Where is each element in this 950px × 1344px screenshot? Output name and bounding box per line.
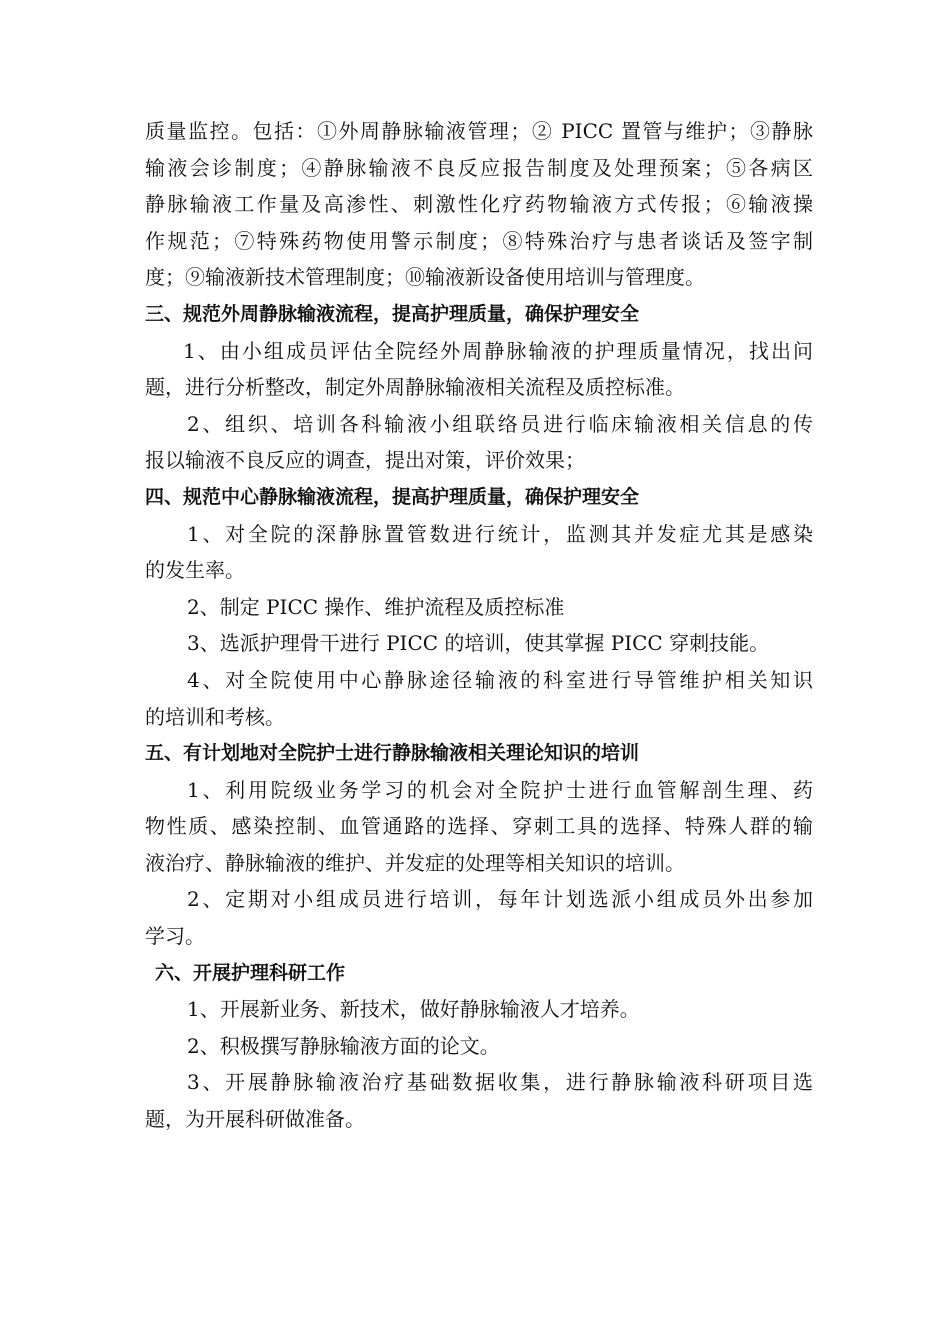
body-line: 1、由小组成员评估全院经外周静脉输液的护理质量情况，找出问 (183, 338, 813, 363)
document-page (145, 113, 813, 1138)
body-line: 的培训和考核。 (145, 704, 285, 729)
body-line: 4、对全院使用中心静脉途径输液的科室进行导管维护相关知识 (187, 667, 813, 692)
body-line: 液治疗、静脉输液的维护、并发症的处理等相关知识的培训。 (145, 850, 685, 875)
body-line: 2、制定 PICC 操作、维护流程及质控标准 (187, 594, 565, 619)
body-line: 题，进行分析整改，制定外周静脉输液相关流程及质控标准。 (145, 375, 685, 400)
body-line: 3、开展静脉输液治疗基础数据收集，进行静脉输液科研项目选 (187, 1070, 813, 1095)
body-line: 物性质、感染控制、血管通路的选择、穿刺工具的选择、特殊人群的输 (145, 814, 813, 839)
body-line: 报以输液不良反应的调查，提出对策，评价效果； (145, 448, 585, 473)
body-line: 质量监控。包括：①外周静脉输液管理；② PICC 置管与维护；③静脉 (145, 119, 813, 143)
body-line: 的发生率。 (145, 558, 245, 583)
body-line: 度；⑨输液新技术管理制度；⑩输液新设备使用培训与管理度。 (145, 265, 705, 290)
body-line: 3、选派护理骨干进行 PICC 的培训，使其掌握 PICC 穿刺技能。 (187, 631, 770, 656)
body-line: 作规范；⑦特殊药物使用警示制度；⑧特殊治疗与患者谈话及签字制 (145, 228, 813, 253)
section-heading-5: 五、有计划地对全院护士进行静脉输液相关理论知识的培训 (145, 742, 640, 765)
body-line: 学习。 (145, 924, 205, 949)
body-line: 静脉输液工作量及高渗性、刺激性化疗药物输液方式传报；⑥输液操 (145, 192, 813, 217)
body-line: 2、组织、培训各科输液小组联络员进行临床输液相关信息的传 (187, 411, 813, 436)
body-line: 2、积极撰写静脉输液方面的论文。 (187, 1033, 500, 1058)
body-line: 题，为开展科研做准备。 (145, 1107, 365, 1132)
body-line: 1、开展新业务、新技术，做好静脉输液人才培养。 (187, 997, 640, 1022)
body-line: 2、定期对小组成员进行培训，每年计划选派小组成员外出参加 (187, 887, 813, 912)
body-line: 1、对全院的深静脉置管数进行统计，监测其并发症尤其是感染 (187, 521, 813, 546)
section-heading-3: 三、规范外周静脉输液流程，提高护理质量，确保护理安全 (145, 302, 640, 325)
section-heading-6: 六、开展护理科研工作 (155, 961, 346, 984)
body-line: 1、利用院级业务学习的机会对全院护士进行血管解剖生理、药 (187, 777, 813, 802)
section-heading-4: 四、规范中心静脉输液流程，提高护理质量，确保护理安全 (145, 485, 640, 508)
body-line: 输液会诊制度；④静脉输液不良反应报告制度及处理预案；⑤各病区 (145, 155, 813, 180)
